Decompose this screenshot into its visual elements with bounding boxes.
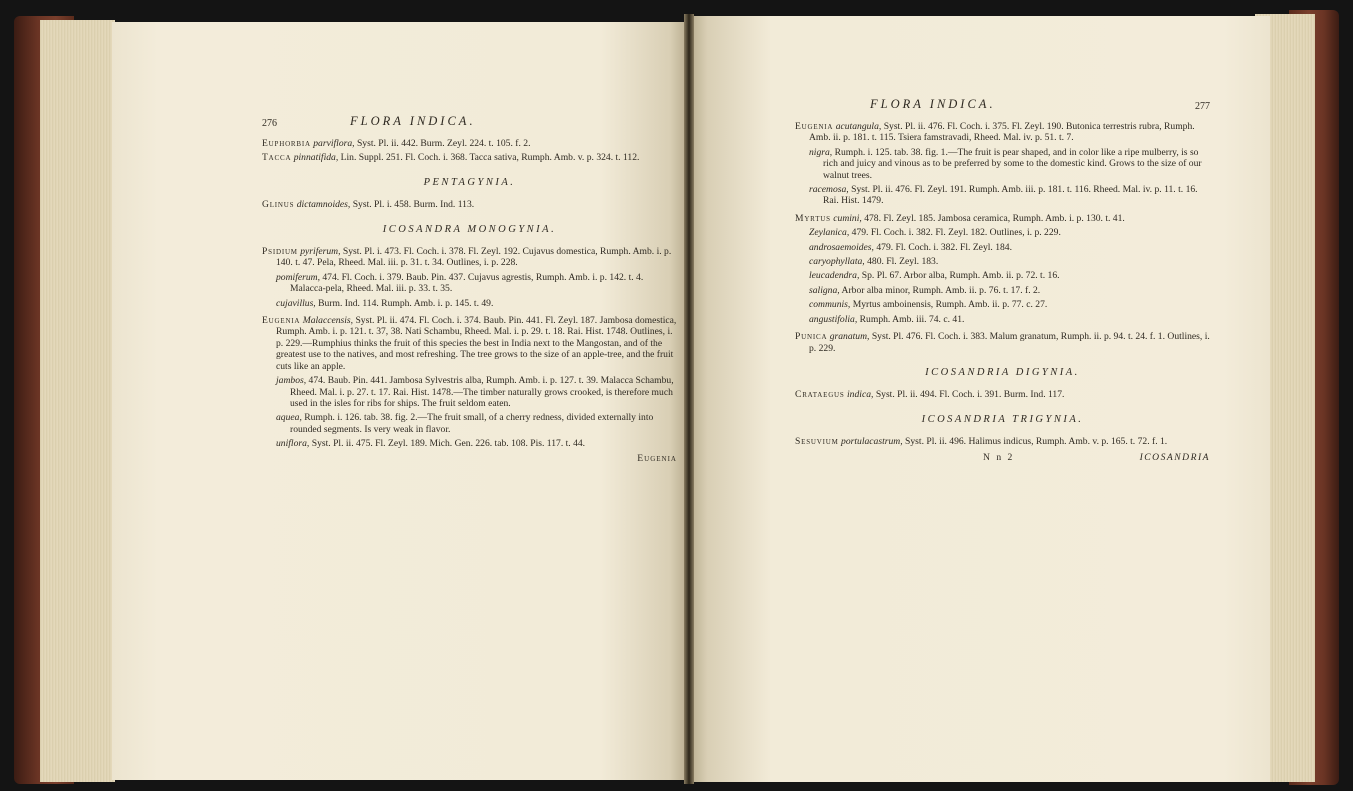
signature-mark: N n 2 <box>983 451 1015 463</box>
section-heading-icosandria-trigynia: ICOSANDRIA TRIGYNIA. <box>921 413 1084 425</box>
section-heading-icosandria-digynia: ICOSANDRIA DIGYNIA. <box>925 366 1080 378</box>
entry-glinus: Glinus dictamnoides, Syst. Pl. i. 458. Burm. Ind. 113. <box>262 199 475 211</box>
entry-eugenia-acutangula: Eugenia acutangula, Syst. Pl. ii. 476. Fl. Coch. i. 375. Fl. Zeyl. 190. Butonica terrestris rubra, Rumph. Amb. ii. p. 181. t. 115. Tsiera famstravadi, Rheed. Mal. iv. p. 51. t. 7. <box>795 121 1195 144</box>
subentry-aquea: aquea, Rumph. i. 126. tab. 38. fig. 2.—The fruit small, of a cherry redness, divided externally into rounded segments. Is very weak in flavor. <box>276 412 654 435</box>
running-head: FLORA INDICA. <box>350 114 476 128</box>
right-header <box>795 99 1210 117</box>
subentry-zeylanica: Zeylanica, 479. Fl. Coch. i. 382. Fl. Zeyl. 182. Outlines, i. p. 229. <box>809 227 1061 239</box>
subentry-angustifolia: angustifolia, Rumph. Amb. iii. 74. c. 41. <box>809 313 965 325</box>
entry-sesuvium: Sesuvium portulacastrum, Syst. Pl. ii. 496. Halimus indicus, Rumph. Amb. v. p. 165. t. 72. f. 1. <box>795 436 1168 448</box>
subentry-pomiferum: pomiferum, 474. Fl. Coch. i. 379. Baub. Pin. 437. Cujavus agrestis, Rumph. Amb. i. p. 142. t. 4. Malacca-pela, Rheed. Mal. iii. p. 33. t. 35. <box>276 271 644 295</box>
right-page <box>690 16 1270 782</box>
page-edges-left <box>40 20 115 782</box>
signature-line <box>795 452 1210 466</box>
section-heading-pentagynia: PENTAGYNIA. <box>423 176 516 188</box>
section-heading-icosandra-monogynia: ICOSANDRA MONOGYNIA. <box>382 223 557 235</box>
entry-crataegus: Crataegus indica, Syst. Pl. ii. 494. Fl. Coch. i. 391. Burm. Ind. 117. <box>795 389 1065 401</box>
entry-myrtus: Myrtus cumini, 478. Fl. Zeyl. 185. Jambosa ceramica, Rumph. Amb. i. p. 130. t. 41. <box>795 212 1125 224</box>
subentry-jambos: jambos, 474. Baub. Pin. 441. Jambosa Sylvestris alba, Rumph. Amb. i. p. 127. t. 39. Malacca Schambu, Rheed. Mal. i. p. 27. t. 17. Rai. Hist. 1478.—The timber naturally grows crooked, is therefore much used in the isles for ribs for ships. The fruit seldom eaten. <box>276 375 674 409</box>
catchword: ICOSANDRIA <box>1139 451 1210 463</box>
subentry-uniflora: uniflora, Syst. Pl. ii. 475. Fl. Zeyl. 189. Mich. Gen. 226. tab. 108. Pis. 117. t. 44. <box>276 438 586 450</box>
book-gutter <box>684 14 694 784</box>
entry-eugenia: Eugenia Malaccensis, Syst. Pl. ii. 474. Fl. Coch. i. 374. Baub. Pin. 441. Fl. Zeyl. 187. Jambosa domestica, Rumph. Amb. i. p. 121. t. 37, 38. Nati Schambu, Rheed. Mal. i. p. 29. t. 18. Rai. Hist. 1748. Outlines, i. p. 229.—Rumphius thinks the fruit of this species the best in India next to the Mangostan, and of the greatest use to the natives, and most refreshing. The tree grows to the size of an apple-tree, and the fruit cuts like an apple. <box>262 315 677 372</box>
left-page-content <box>262 116 677 464</box>
page-number: 276 <box>262 118 277 129</box>
subentry-caryophyllata: caryophyllata, 480. Fl. Zeyl. 183. <box>809 256 939 268</box>
entry-tacca: Tacca pinnatifida, Lin. Suppl. 251. Fl. Coch. i. 368. Tacca sativa, Rumph. Amb. v. p. 324. t. 112. <box>262 152 640 164</box>
right-page-content <box>795 99 1210 466</box>
subentry-androsaemoides: androsaemoides, 479. Fl. Coch. i. 382. Fl. Zeyl. 184. <box>809 241 1012 253</box>
catchword: Eugenia <box>637 452 677 464</box>
entry-punica: Punica granatum, Syst. Pl. 476. Fl. Coch. i. 383. Malum granatum, Rumph. ii. p. 94. t. 24. f. 1. Outlines, i. p. 229. <box>795 331 1210 354</box>
subentry-communis: communis, Myrtus amboinensis, Rumph. Amb. ii. p. 77. c. 27. <box>809 299 1048 311</box>
left-page <box>112 22 687 780</box>
subentry-racemosa: racemosa, Syst. Pl. ii. 476. Fl. Zeyl. 191. Rumph. Amb. iii. p. 181. t. 116. Rheed. Mal. iv. p. 11. t. 16. Rai. Hist. 1479. <box>809 184 1198 207</box>
entry-psidium: Psidium pyriferum, Syst. Pl. i. 473. Fl. Coch. i. 378. Fl. Zeyl. 192. Cujavus domestica, Rumph. Amb. i. p. 140. t. 47. Pela, Rheed. Mal. iii. p. 31. t. 34. Outlines, i. p. 228. <box>262 246 672 269</box>
page-number: 277 <box>1195 101 1210 112</box>
subentry-leucadendra: leucadendra, Sp. Pl. 67. Arbor alba, Rumph. Amb. ii. p. 72. t. 16. <box>809 270 1060 282</box>
subentry-saligna: saligna, Arbor alba minor, Rumph. Amb. ii. p. 76. t. 17. f. 2. <box>809 284 1041 296</box>
left-header <box>262 116 677 134</box>
running-head: FLORA INDICA. <box>870 97 996 111</box>
entry-euphorbia: Euphorbia parviflora, Syst. Pl. ii. 442. Burm. Zeyl. 224. t. 105. f. 2. <box>262 138 531 149</box>
subentry-cujavillus: cujavillus, Burm. Ind. 114. Rumph. Amb. i. p. 145. t. 49. <box>276 297 494 309</box>
subentry-nigra: nigra, Rumph. i. 125. tab. 38. fig. 1.—The fruit is pear shaped, and in color like a ripe mulberry, is so rich and juicy and vinous as to be preferred by some to the domestic kind. Grows to the size of our walnut trees. <box>809 146 1202 181</box>
